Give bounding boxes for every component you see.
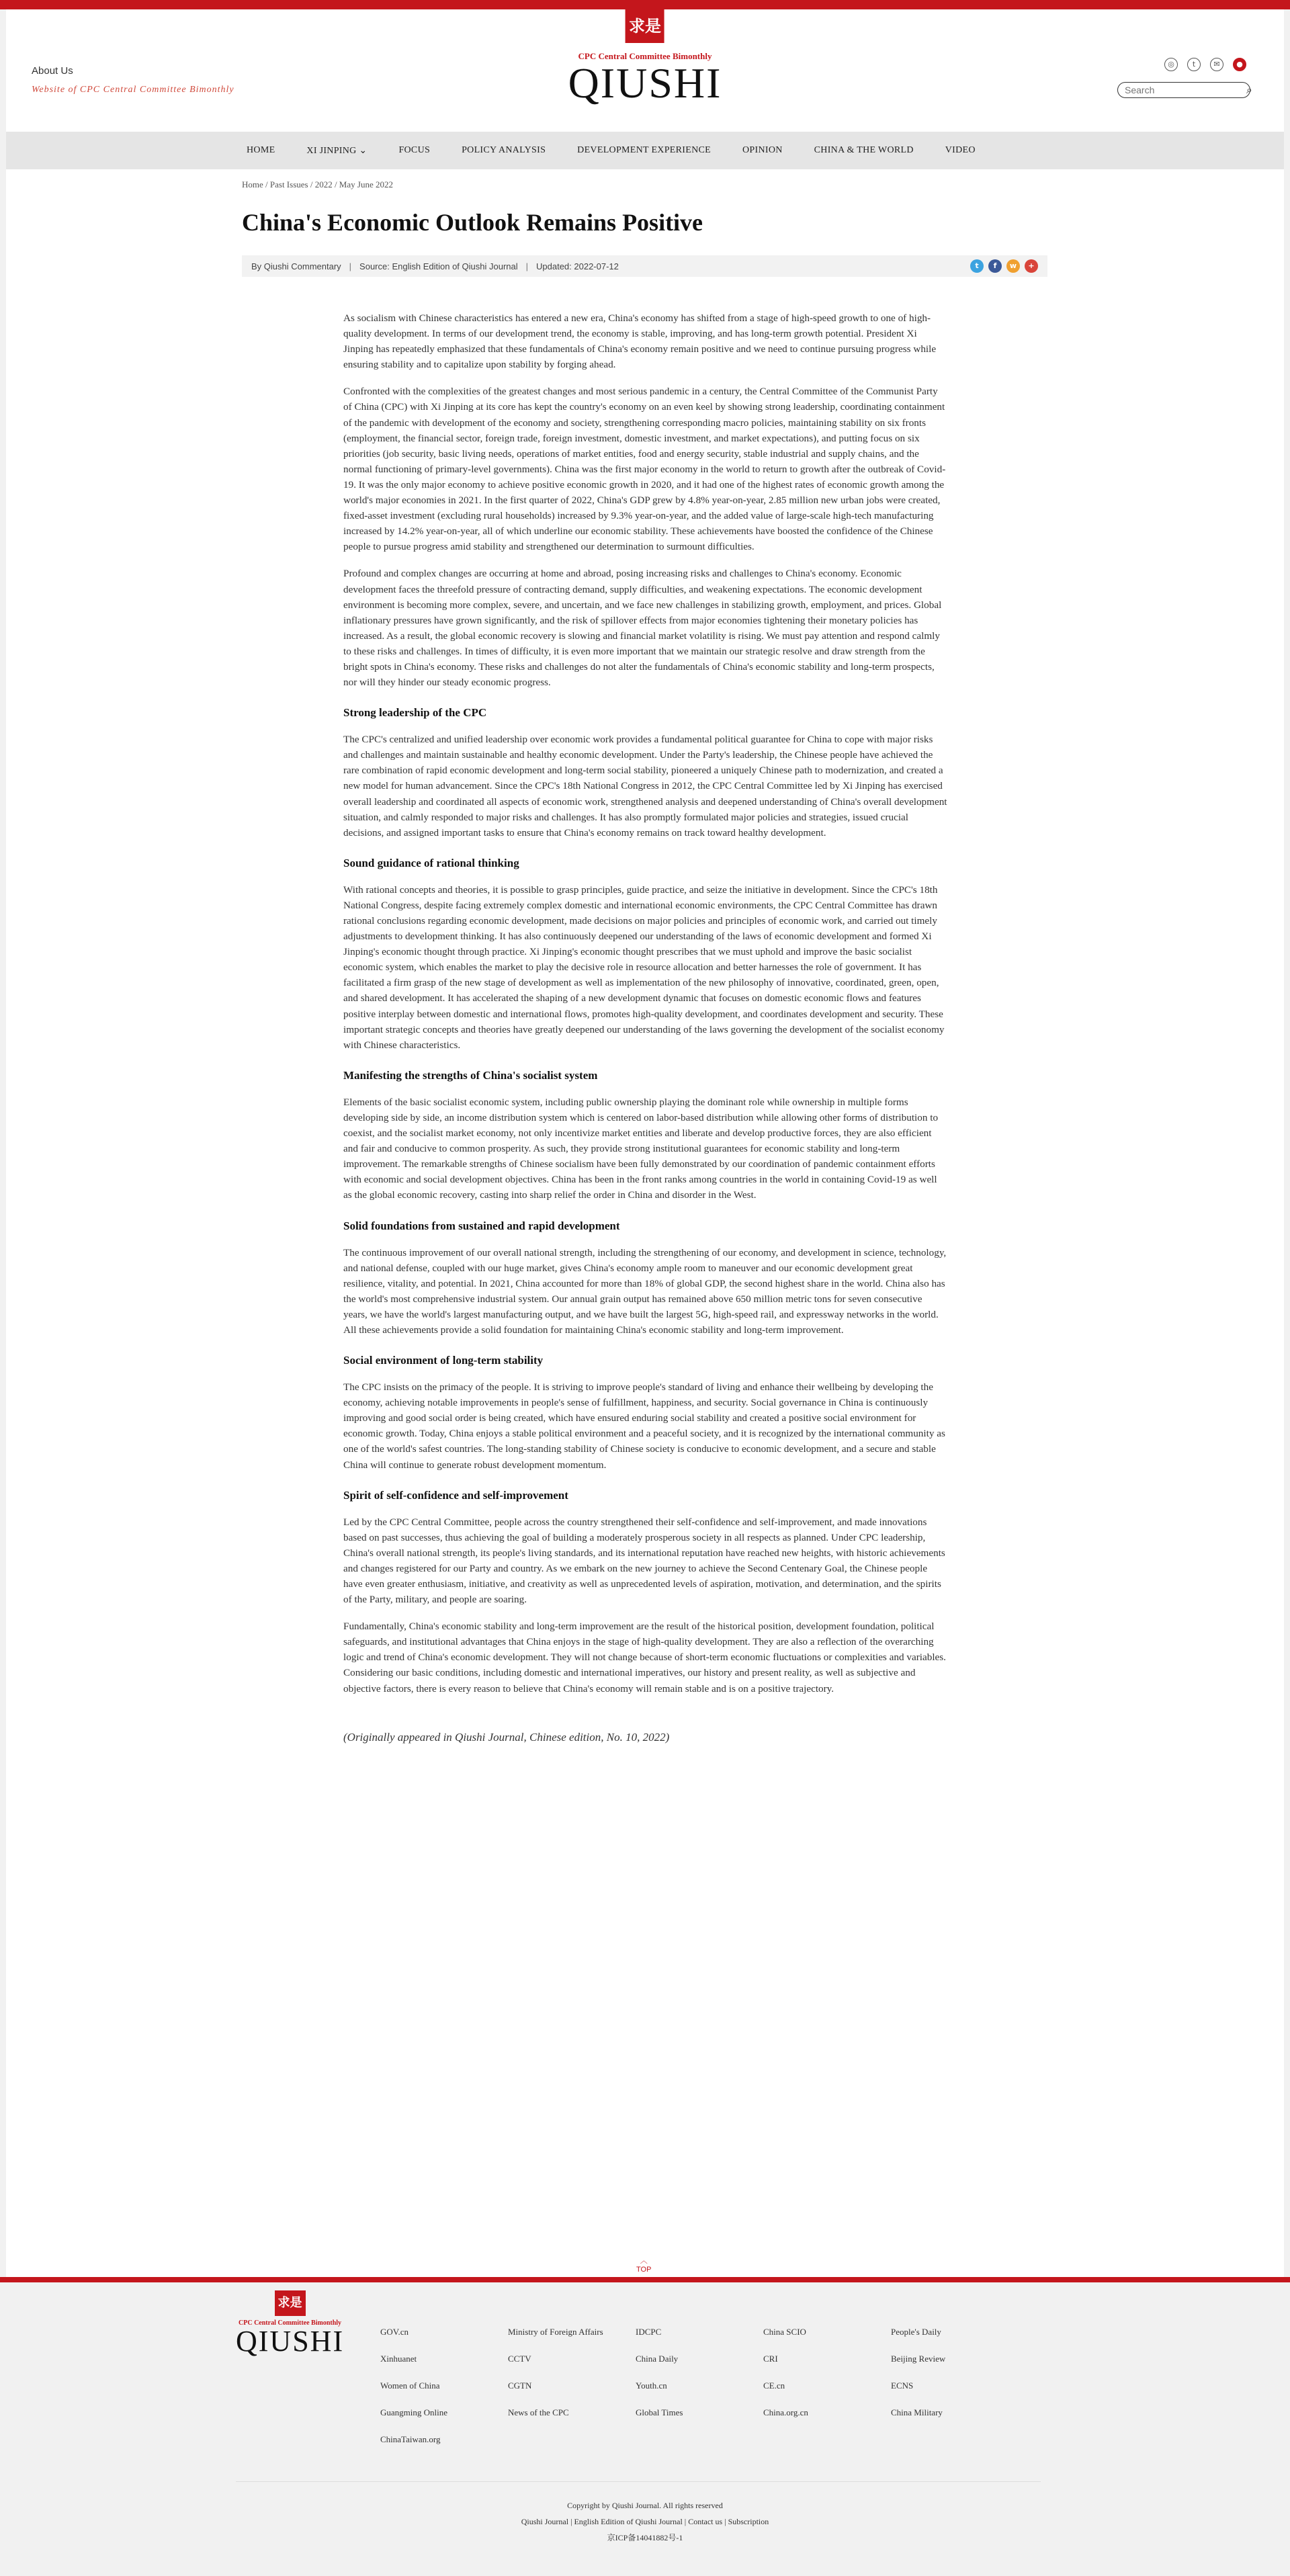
footer-link[interactable]: China.org.cn [763, 2407, 808, 2417]
search-box [1117, 82, 1250, 98]
footer-link[interactable]: Women of China [380, 2380, 440, 2391]
paragraph: Profound and complex changes are occurring at home and abroad, posing increasing risks and challenges to China's economy. Economic development faces the threefold pressure of contracting demand, supply difficulties, and weakening expectations. The economic development environment is becoming more complex, severe, and uncertain, and we face new challenges in stabilizing growth, employment, and prices. Global inflationary pressures have grown significantly, and the risk of spillover effects from major economies tightening their monetary policies has increased. As a result, the global economic recovery is slowing and financial market volatility is rising. We must pay attention and respond calmly to these risks and challenges. In times of difficulty, it is even more important that we maintain our strategic resolve and draw strength from the bright spots in China's economy. These risks and challenges do not alter the fundamentals of China's economic stability and long-term prospects, nor will they hinder our steady economic progress. [343, 568, 942, 689]
share-buttons [970, 259, 1038, 273]
footer-link[interactable]: GOV.cn [380, 2327, 409, 2337]
share-more-icon[interactable]: + [1025, 259, 1038, 273]
about-us-link[interactable]: About Us [32, 65, 73, 77]
article-meta [242, 255, 1047, 277]
footer-link[interactable]: Youth.cn [636, 2380, 667, 2391]
back-to-top-button[interactable] [636, 2255, 651, 2274]
footer-link[interactable]: News of the CPC [508, 2407, 569, 2417]
share-twitter-icon[interactable]: t [970, 259, 984, 273]
logo-seal: 求是 [626, 9, 664, 43]
footer-link[interactable]: CCTV [508, 2354, 531, 2364]
top-accent-bar [0, 0, 1290, 9]
mail-icon[interactable]: ✉ [1210, 58, 1223, 71]
nav-development-experience[interactable]: DEVELOPMENT EXPERIENCE [577, 145, 712, 155]
logo-seal: 求是 [275, 2290, 306, 2316]
twitter-icon[interactable]: t [1187, 58, 1201, 71]
nav-policy-analysis[interactable]: POLICY ANALYSIS [462, 145, 546, 155]
share-facebook-icon[interactable]: f [988, 259, 1002, 273]
section-heading: Sound guidance of rational thinking [343, 856, 519, 869]
footer-link[interactable]: China SCIO [763, 2327, 806, 2337]
header [6, 9, 1284, 118]
paragraph: The continuous improvement of our overall national strength, including the strengthening of our economy, and development in science, technology, and national defense, coupled with our huge market, gives China's economy ample room to maneuver and our economic development great resilience, vitality, and potential. In 2021, China accounted for more than 18% of global GDP, the second highest share in the world. China also has the world's most comprehensive industrial system. Our annual grain output has remained above 650 million metric tons for seven consecutive years, we have the world's largest manufacturing output, and we have built the largest 5G, high-speed rail, and expressway networks in the world. All these achievements provide a solid foundation for maintaining China's economic stability and long-term improvement. [343, 1246, 947, 1336]
section-heading: Manifesting the strengths of China's socialist system [343, 1068, 598, 1082]
page [6, 9, 1284, 2277]
wechat-icon[interactable]: ◎ [1164, 58, 1178, 71]
footer-link[interactable]: CE.cn [763, 2380, 785, 2391]
logo-subtitle: CPC Central Committee Bimonthly [239, 2319, 342, 2327]
nav-home[interactable]: HOME [247, 145, 275, 155]
website-link[interactable]: Website of CPC Central Committee Bimonthly [32, 85, 234, 95]
meta-separator: | [349, 261, 352, 271]
footer-link[interactable]: Beijing Review [891, 2354, 946, 2364]
section-heading: Spirit of self-confidence and self-improvement [343, 1488, 568, 1502]
social-links [1164, 58, 1246, 71]
footer-divider [236, 2481, 1041, 2482]
footer-accent-bar [0, 2277, 1290, 2282]
section-heading: Solid foundations from sustained and rapid development [343, 1219, 620, 1232]
footer-link[interactable]: ECNS [891, 2380, 914, 2391]
breadcrumb[interactable]: Home / Past Issues / 2022 / May June 2022 [242, 179, 393, 189]
footer-link[interactable]: People's Daily [891, 2327, 941, 2337]
paragraph: With rational concepts and theories, it is possible to grasp principles, guide practice, and seize the initiative in development. Since the CPC's 18th National Congress, despite facing extremely complex domestic and international economic environments, the CPC Central Committee has drawn rational conclusions regarding economic development, made decisions on major policies and principles of economic work, and carried out timely adjustments to development thinking. It has also continuously deepened our understanding of the laws of economic development and formed Xi Jinping's economic thought through practice. Xi Jinping's economic thought prescribes that we must uphold and improve the basic socialist economic system, which enables the market to play the decisive role in resource allocation and better harnesses the role of government. It has facilitated a firm grasp of the new stage of development as well as implementation of the new philosophy of innovative, coordinated, green, open, and shared development. It has accelerated the shaping of a new development dynamic that focuses on domestic economic flows and features positive interplay between domestic and international flows, promotes high-quality development, and coordinates development and security. These important strategic concepts and theories have greatly deepened our understanding of the laws governing the development of the socialist economy with Chinese characteristics. [343, 884, 945, 1051]
share-weibo-icon[interactable]: w [1006, 259, 1020, 273]
footer-link[interactable]: Guangming Online [380, 2407, 448, 2417]
nav-video[interactable]: VIDEO [945, 145, 976, 155]
footer [0, 2282, 1290, 2576]
paragraph: Confronted with the complexities of the greatest changes and most serious pandemic in a century, the Central Committee of the Communist Party of China (CPC) with Xi Jinping at its core has kept the country's economy on an even keel by showing strong leadership, coordinating containment of the pandemic with development of the economy and society, strengthening corresponding macro policies, maintaining stability on six fronts (employment, the financial sector, foreign trade, foreign investment, domestic investment, and market expectations), and putting focus on six priorities (job security, basic living needs, operations of market entities, food and energy security, stable industrial and supply chains, and the normal functioning of primary-level governments). China was the first major economy in the world to return to growth after the outbreak of Covid-19. It was the only major economy to achieve positive economic growth in 2020, and it had one of the highest rates of economic growth among the world's major economies in 2021. In the first quarter of 2022, China's GDP grew by 4.8% year-on-year, 2.85 million new urban jobs were created, fixed-asset investment (excluding rural households) increased by 9.3% year-on-year, and the added value of large-scale high-tech manufacturing increased by 14.2% year-on-year, all of which underline our economic stability. These achievements have boosted the confidence of the Chinese people to pursue progress amid stability and strengthened our determination to surmount difficulties. [343, 386, 946, 553]
article-title: China's Economic Outlook Remains Positive [242, 209, 703, 236]
search-input[interactable] [1125, 85, 1246, 95]
main-nav [6, 132, 1284, 169]
footer-link[interactable]: Ministry of Foreign Affairs [508, 2327, 603, 2337]
copyright-text: Copyright by Qiushi Journal. All rights reserved [567, 2501, 723, 2510]
article-body [343, 310, 948, 1757]
updated-date: Updated: 2022-07-12 [536, 261, 619, 271]
footer-links [380, 2327, 1019, 2446]
paragraph: Fundamentally, China's economic stability and long-term improvement are the result of the historical position, development foundation, political safeguards, and institutional advantages that China enjoys in the stage of high-quality development. They are also a reflection of the overarching logic and trend of China's economic development. They will not change because of short-term economic fluctuations or complexities and variables. Considering our basic conditions, including domestic and international imperatives, our history and present reality, as well as subjective and objective factors, there is every reason to believe that China's economy will remain stable and is on a positive trajectory. [343, 1621, 946, 1694]
back-to-top-label: TOP [636, 2266, 652, 2274]
footer-link[interactable]: CRI [763, 2354, 778, 2364]
nav-china-world[interactable]: CHINA & THE WORLD [814, 145, 914, 155]
nav-opinion[interactable]: OPINION [742, 145, 783, 155]
site-logo[interactable] [568, 9, 722, 105]
original-source-note: (Originally appeared in Qiushi Journal, Chinese edition, No. 10, 2022) [343, 1730, 670, 1744]
icp-number: 京ICP备14041882号-1 [607, 2533, 683, 2542]
source: Source: English Edition of Qiushi Journal [359, 261, 518, 271]
footer-link[interactable]: ChinaTaiwan.org [380, 2434, 441, 2444]
footer-link[interactable]: China Military [891, 2407, 943, 2417]
footer-link[interactable]: IDCPC [636, 2327, 662, 2337]
footer-link[interactable]: Xinhuanet [380, 2354, 417, 2364]
chevron-down-icon: ⌄ [359, 145, 368, 156]
paragraph: The CPC insists on the primacy of the people. It is striving to improve people's standard of living and enhance their wellbeing by developing the economy, achieving notable improvements in people's sense of fulfillment, happiness, and security. Social governance in China is continuously improving and good social order is being created, which have ensured enduring social stability and created a positive social environment for economic growth. Today, China enjoys a stable political environment and a peaceful society, and it is recognized by the international community as one of the world's safest countries. The long-standing stability of Chinese society is conducive to economic development, and a secure and stable China will continue to generate robust development momentum. [343, 1381, 945, 1471]
footer-logo[interactable] [236, 2290, 344, 2356]
footer-link[interactable]: Global Times [636, 2407, 683, 2417]
user-icon[interactable]: ● [1233, 58, 1246, 71]
paragraph: As socialism with Chinese characteristics has entered a new era, China's economy has shifted from a stage of high-speed growth to one of high-quality development. In terms of our development trend, the economy is stable, improving, and has long-term growth potential. President Xi Jinping has repeatedly emphasized that these fundamentals of China's economy remain positive and we need to continue pursuing progress while ensuring stability and to capitalize upon stability by forging ahead. [343, 312, 937, 371]
logo-subtitle: CPC Central Committee Bimonthly [578, 51, 712, 61]
chevron-up-icon: ︿ [640, 2257, 648, 2265]
nav-xi-jinping-label: XI JINPING [306, 145, 357, 156]
section-heading: Strong leadership of the CPC [343, 706, 487, 720]
footer-copyright [0, 2497, 1290, 2546]
nav-focus[interactable]: FOCUS [398, 145, 431, 155]
paragraph: The CPC's centralized and unified leadership over economic work provides a fundamental political guarantee for China to cope with major risks and challenges and maintain sustainable and healthy economic development. Under the Party's leadership, the Chinese people have achieved the rare combination of rapid economic development and long-term social stability, pioneered a uniquely Chinese path to modernization, and created a new model for human advancement. Since the CPC's 18th National Congress in 2012, the CPC Central Committee led by Xi Jinping has exercised overall leadership and coordinated all aspects of economic work, strengthened analysis and deepened understanding of China's overall development situation, and calmly responded to major risks and challenges. It has also promptly formulated major policies and strategies, issued crucial decisions, and assigned important tasks to ensure that China's economy remains on track toward healthy development. [343, 734, 947, 839]
nav-xi-jinping[interactable] [306, 145, 367, 157]
footer-bottom-links[interactable]: Qiushi Journal | English Edition of Qiushi Journal | Contact us | Subscription [521, 2517, 769, 2526]
section-heading: Social environment of long-term stability [343, 1354, 544, 1367]
logo-wordmark: QIUSHI [236, 2325, 345, 2358]
search-icon[interactable]: ⌕ [1246, 83, 1252, 96]
logo-wordmark: QIUSHI [568, 59, 722, 107]
paragraph: Elements of the basic socialist economic system, including public ownership playing the dominant role while ownership in multiple forms developing side by side, an income distribution system which is centered on labor-based distribution while allowing other forms of distribution to coexist, and the socialist market economy, not only incentivize market entities and liberate and develop productive forces, they are also efficient and fair and conducive to common prosperity. As such, they provide strong institutional guarantees for economic stability and long-term improvement. The remarkable strengths of Chinese socialism have been fully demonstrated by our coordination of pandemic containment efforts with economic and social development objectives. China has been in the front ranks among countries in the world in containing Covid-19 as well as the global economic recovery, casting into sharp relief the order in China and disorder in the West. [343, 1096, 939, 1201]
paragraph: Led by the CPC Central Committee, people across the country strengthened their self-confidence and self-improvement, and made innovations based on past successes, thus achieving the goal of building a moderately prosperous society in all respects as planned. Under CPC leadership, China's overall national strength, its people's living standards, and its international reputation have reached new heights, with historic achievements and changes registered for our Party and country. As we embark on the new journey to achieve the Second Centenary Goal, the Chinese people have even greater enthusiasm, initiative, and creativity as well as unprecedented levels of aspiration, motivation, and determination, and the spirits of the Party, military, and people are soaring. [343, 1516, 945, 1606]
meta-separator: | [525, 261, 529, 271]
footer-link[interactable]: CGTN [508, 2380, 532, 2391]
footer-link[interactable]: China Daily [636, 2354, 679, 2364]
byline: By Qiushi Commentary [251, 261, 341, 271]
